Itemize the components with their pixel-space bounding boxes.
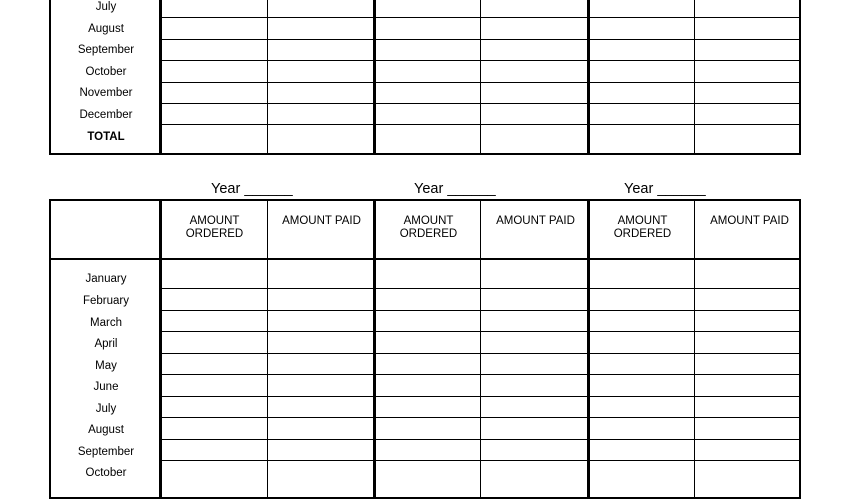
col-divider bbox=[373, 201, 376, 497]
col-header-amount-paid: AMOUNT PAID bbox=[710, 215, 789, 227]
row-label-november: November bbox=[79, 87, 133, 99]
row-divider bbox=[159, 353, 799, 354]
row-label-april: April bbox=[94, 338, 118, 350]
col-header-amount-ordered: AMOUNT ORDERED bbox=[185, 215, 244, 240]
col-header-amount-paid: AMOUNT PAID bbox=[496, 215, 575, 227]
row-divider bbox=[159, 331, 799, 332]
row-label-september: September bbox=[77, 446, 135, 458]
col-divider bbox=[373, 0, 376, 153]
col-header-amount-paid: AMOUNT PAID bbox=[282, 215, 361, 227]
row-label-may: May bbox=[95, 360, 117, 372]
row-divider bbox=[159, 460, 799, 461]
year-label-1: Year ______ bbox=[211, 181, 293, 197]
col-divider bbox=[587, 201, 590, 497]
row-label-august: August bbox=[88, 424, 124, 436]
row-divider bbox=[159, 310, 799, 311]
col-divider bbox=[480, 0, 481, 153]
row-divider bbox=[159, 439, 799, 440]
row-label-september: September bbox=[77, 44, 135, 56]
row-divider bbox=[159, 374, 799, 375]
col-header-amount-ordered: AMOUNT ORDERED bbox=[399, 215, 458, 240]
row-divider bbox=[159, 103, 799, 104]
col-divider bbox=[480, 201, 481, 497]
row-divider bbox=[159, 17, 799, 18]
year-label-2: Year ______ bbox=[414, 181, 496, 197]
row-label-june: June bbox=[93, 381, 119, 393]
row-label-august: August bbox=[88, 23, 124, 35]
row-label-total: TOTAL bbox=[87, 131, 125, 143]
row-divider bbox=[159, 417, 799, 418]
col-divider bbox=[694, 201, 695, 497]
order-table-bottom bbox=[49, 199, 801, 499]
col-divider bbox=[267, 0, 268, 153]
row-divider bbox=[159, 288, 799, 289]
row-label-february: February bbox=[82, 295, 130, 307]
row-label-july: July bbox=[95, 403, 117, 415]
row-divider bbox=[159, 82, 799, 83]
row-divider bbox=[159, 124, 799, 125]
row-label-july: July bbox=[95, 1, 117, 13]
col-divider bbox=[267, 201, 268, 497]
row-label-december: December bbox=[79, 109, 133, 121]
row-divider bbox=[159, 60, 799, 61]
order-table-top bbox=[49, 0, 801, 155]
row-divider bbox=[159, 39, 799, 40]
col-divider bbox=[587, 0, 590, 153]
col-header-amount-ordered: AMOUNT ORDERED bbox=[613, 215, 672, 240]
row-label-october: October bbox=[85, 467, 127, 479]
row-divider bbox=[159, 396, 799, 397]
col-divider bbox=[694, 0, 695, 153]
row-label-march: March bbox=[90, 317, 122, 329]
header-divider bbox=[51, 258, 799, 260]
year-label-3: Year ______ bbox=[624, 181, 706, 197]
row-label-october: October bbox=[85, 66, 127, 78]
row-label-january: January bbox=[85, 273, 127, 285]
